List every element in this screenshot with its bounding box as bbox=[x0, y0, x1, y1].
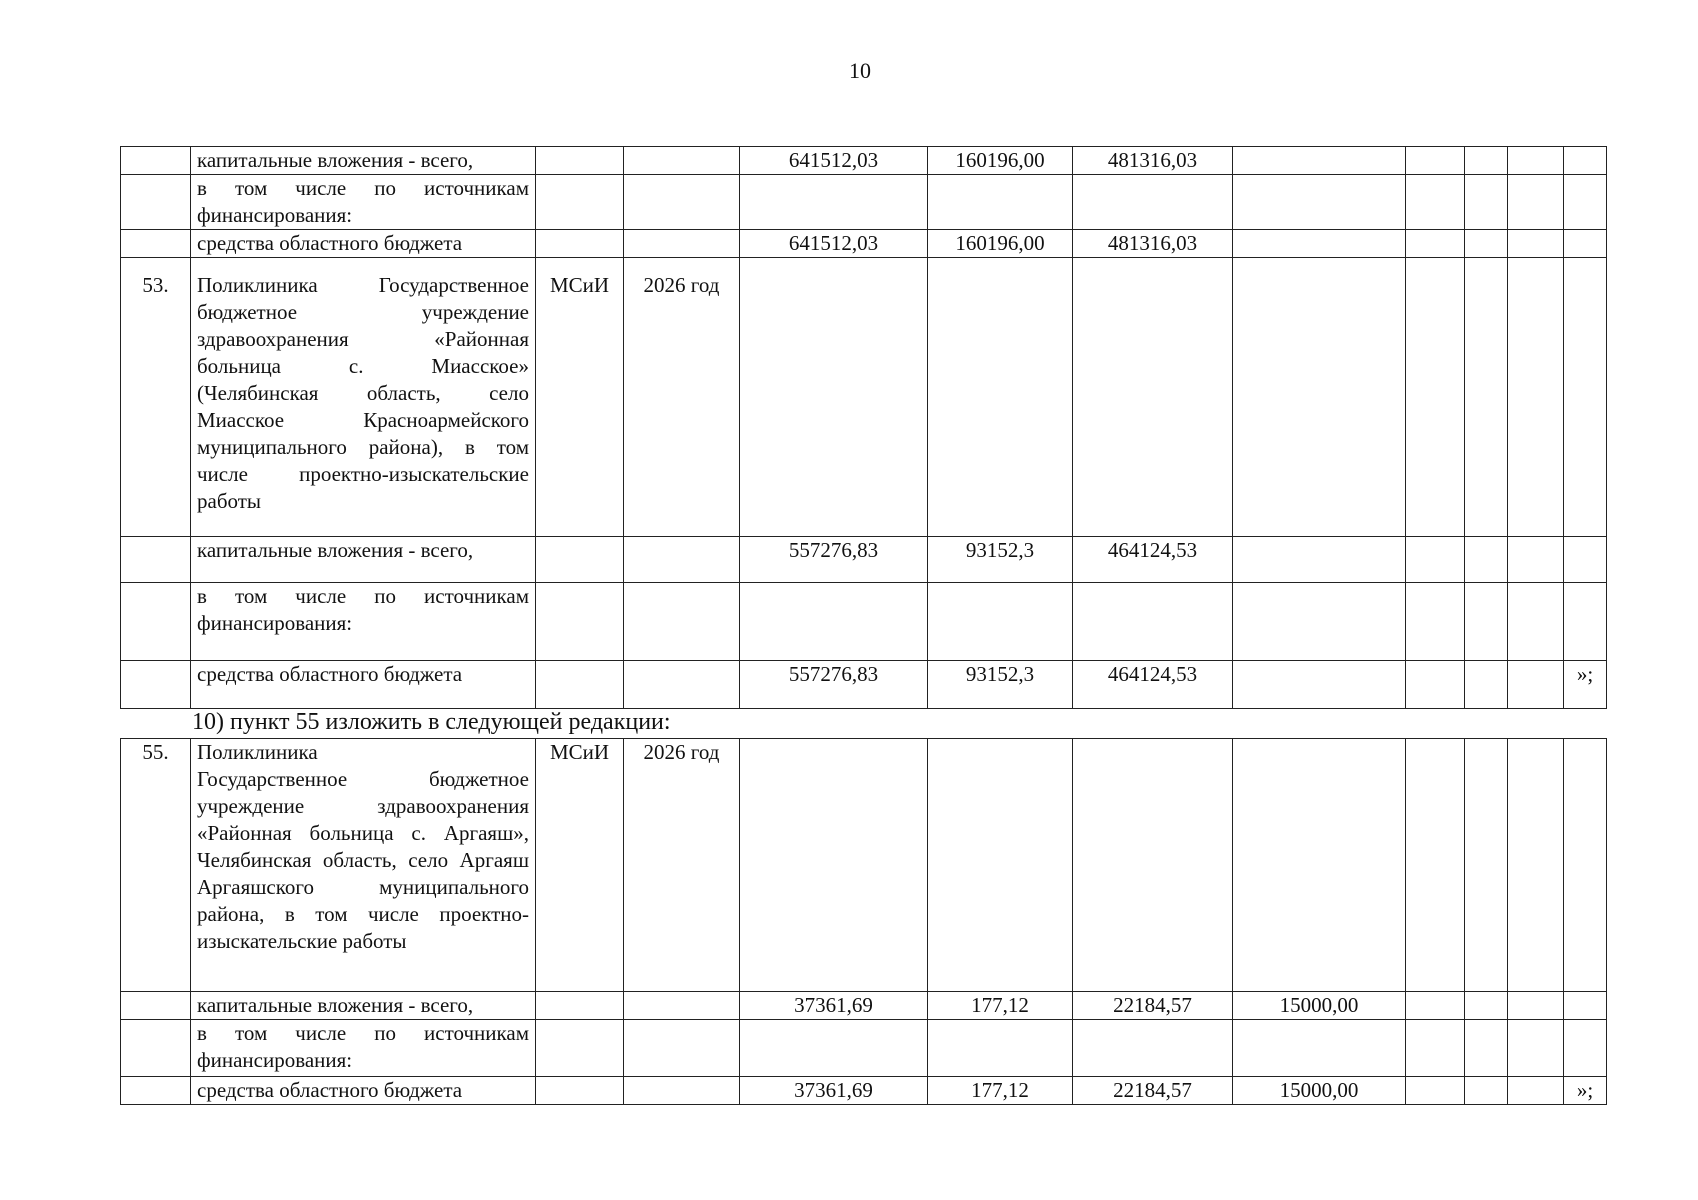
item-name: Государственное бюджетное учреждение здравоохранения «Районная больница с. Аргаяш», Челябинская область, село Аргаяш Аргаяшского муниципального района, в том числе проектно-изыскательские работы bbox=[197, 767, 529, 953]
row-label: в том числе по источникам финансирования: bbox=[191, 583, 536, 661]
row-label: капитальные вложения - всего, bbox=[191, 992, 536, 1020]
year2-value: 464124,53 bbox=[1073, 661, 1233, 709]
table-row bbox=[121, 537, 1607, 583]
item-number: 53. bbox=[121, 258, 191, 537]
total-value: 557276,83 bbox=[740, 661, 928, 709]
year1-value: 177,12 bbox=[928, 992, 1073, 1020]
row-label: капитальные вложения - всего, bbox=[191, 147, 536, 175]
row-label: средства областного бюджета bbox=[191, 230, 536, 258]
table-row-item-55 bbox=[121, 739, 1607, 992]
row-label: в том числе по источникам финансирования: bbox=[191, 1020, 536, 1077]
row-label: капитальные вложения - всего, bbox=[191, 537, 536, 583]
year-label: 2026 год bbox=[624, 739, 740, 992]
row-label: средства областного бюджета bbox=[191, 661, 536, 709]
year1-value: 177,12 bbox=[928, 1077, 1073, 1105]
table-row bbox=[121, 230, 1607, 258]
table-row bbox=[121, 147, 1607, 175]
row-label: в том числе по источникам финансирования: bbox=[191, 175, 536, 230]
table-item-52-53 bbox=[120, 146, 1607, 709]
customer-code: МСиИ bbox=[536, 258, 624, 537]
year2-value: 22184,57 bbox=[1073, 992, 1233, 1020]
year1-value: 93152,3 bbox=[928, 537, 1073, 583]
year3-value: 15000,00 bbox=[1233, 992, 1406, 1020]
item-name: Поликлиника Государственное бюджетное учреждение здравоохранения «Районная больница с. Миасское» (Челябинская область, село Миасское Красноармейского муниципального района), в том числе проектно-изыскательские работы bbox=[191, 258, 536, 537]
total-value: 37361,69 bbox=[740, 1077, 928, 1105]
year1-value: 93152,3 bbox=[928, 661, 1073, 709]
total-value: 641512,03 bbox=[740, 230, 928, 258]
item-name-first-line: Поликлиника bbox=[197, 740, 318, 764]
table-row-item-53 bbox=[121, 258, 1607, 537]
table-row bbox=[121, 1020, 1607, 1077]
year1-value: 160196,00 bbox=[928, 230, 1073, 258]
table-row bbox=[121, 583, 1607, 661]
item-number: 55. bbox=[121, 739, 191, 992]
closing-quote: »; bbox=[1564, 1077, 1607, 1105]
year1-value: 160196,00 bbox=[928, 147, 1073, 175]
table-row bbox=[121, 992, 1607, 1020]
year2-value: 22184,57 bbox=[1073, 1077, 1233, 1105]
total-value: 37361,69 bbox=[740, 992, 928, 1020]
year-label: 2026 год bbox=[624, 258, 740, 537]
year2-value: 481316,03 bbox=[1073, 230, 1233, 258]
year2-value: 464124,53 bbox=[1073, 537, 1233, 583]
customer-code: МСиИ bbox=[536, 739, 624, 992]
table-row bbox=[121, 1077, 1607, 1105]
year3-value: 15000,00 bbox=[1233, 1077, 1406, 1105]
item-name-cell bbox=[191, 739, 536, 992]
amendment-heading: 10) пункт 55 изложить в следующей редакции: bbox=[192, 709, 671, 735]
row-label: средства областного бюджета bbox=[191, 1077, 536, 1105]
table-row bbox=[121, 175, 1607, 230]
closing-quote: »; bbox=[1564, 661, 1607, 709]
year2-value: 481316,03 bbox=[1073, 147, 1233, 175]
page-number: 10 bbox=[849, 58, 871, 83]
total-value: 641512,03 bbox=[740, 147, 928, 175]
table-row bbox=[121, 661, 1607, 709]
table-item-55 bbox=[120, 738, 1607, 1105]
total-value: 557276,83 bbox=[740, 537, 928, 583]
